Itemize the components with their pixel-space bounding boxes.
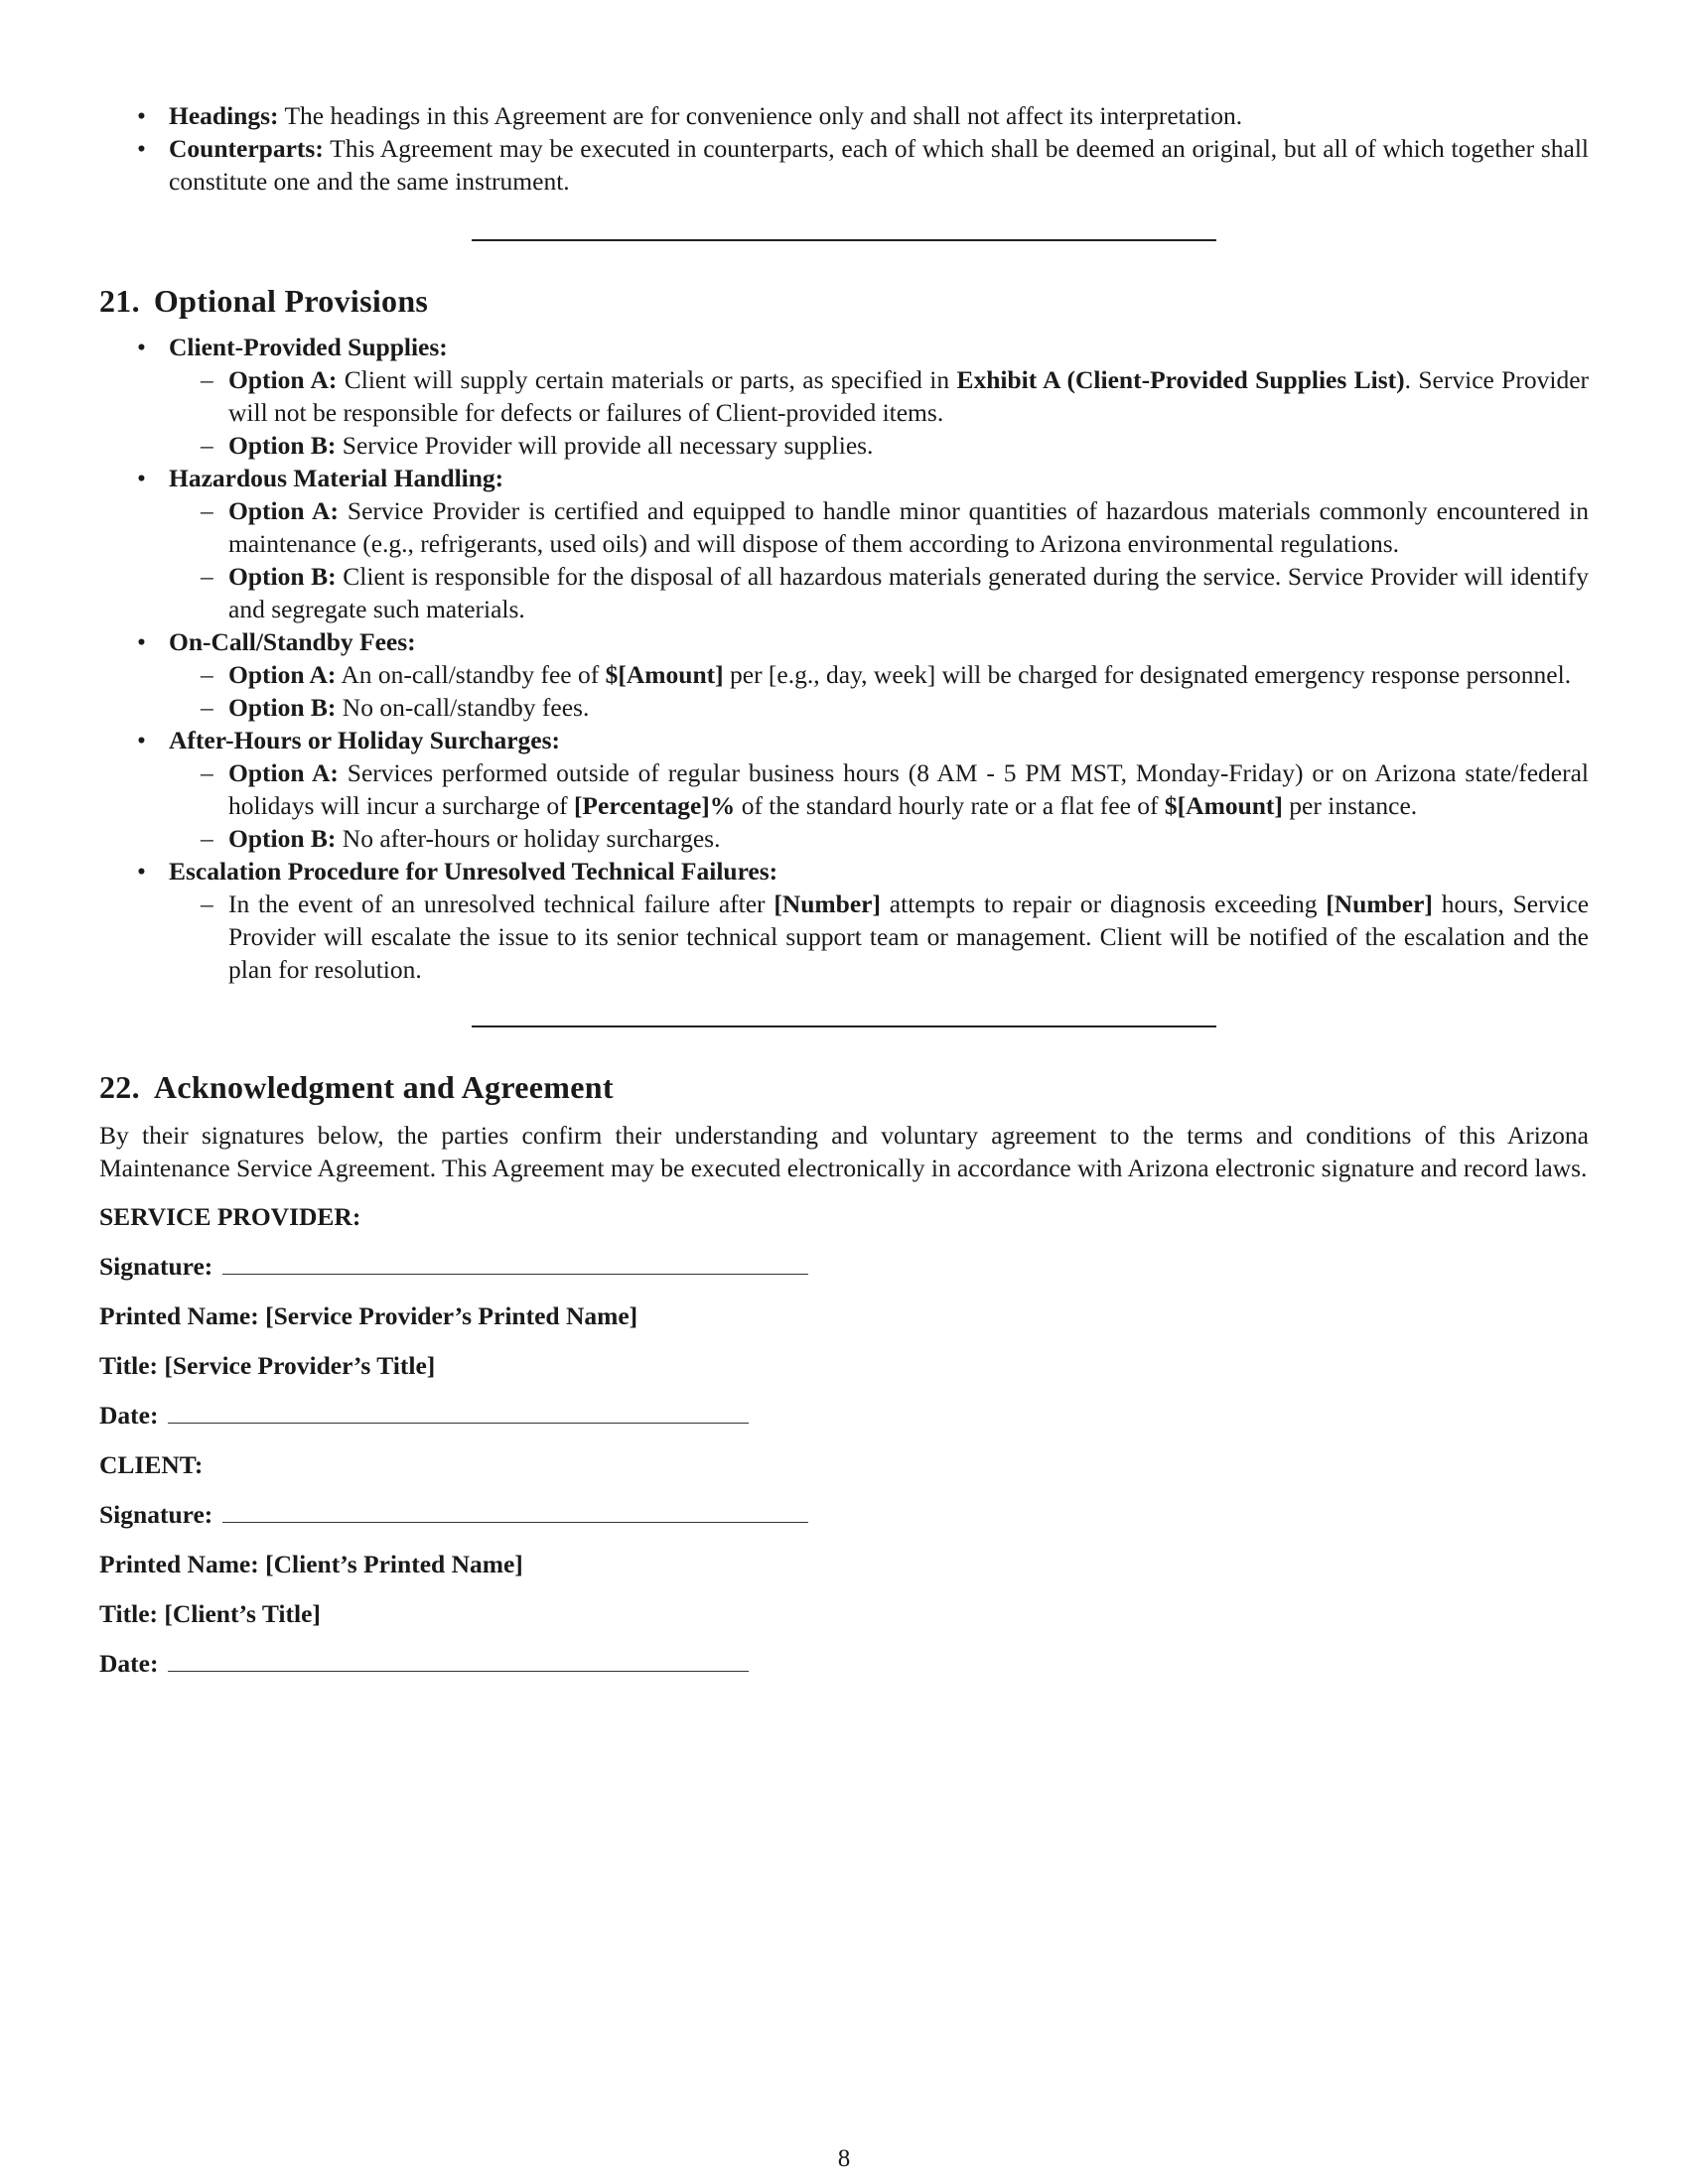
option-a-text: An on-call/standby fee of [341, 660, 600, 689]
general-provisions-list [99, 99, 1589, 198]
provider-printed-name-label: Printed Name: [99, 1301, 259, 1330]
client-printed-name-row [99, 1540, 1589, 1589]
counterparts-label: Counterparts: [169, 134, 324, 163]
option-a-text: Client will supply certain materials or parts, as specified in [344, 365, 950, 394]
option-b-text: No on-call/standby fees. [342, 693, 590, 722]
hazardous-option-b [169, 560, 1589, 625]
client-supplies-label: Client-Provided Supplies: [169, 333, 448, 361]
provider-printed-name-row [99, 1292, 1589, 1341]
option-b-label: Option B: [228, 431, 337, 460]
service-provider-heading: SERVICE PROVIDER: [99, 1202, 361, 1231]
page-number: 8 [837, 2145, 851, 2172]
section-22-title: Acknowledgment and Agreement [153, 1069, 614, 1105]
provider-signature-label: Signature: [99, 1252, 213, 1281]
option-a-text-continued: . Service Provider will not be responsible for defects or failures of Client-provided items. [228, 365, 1590, 427]
option-b-label: Option B: [228, 824, 337, 853]
after-hours-option-a [169, 756, 1589, 822]
on-call-fees-options [169, 658, 1589, 724]
provider-printed-name-value: [Service Provider’s Printed Name] [265, 1301, 638, 1330]
headings-text: The headings in this Agreement are for convenience only and shall not affect its interpretation. [284, 101, 1243, 130]
list-item-hazardous-material [99, 462, 1589, 625]
option-a-text-end: per instance. [1289, 791, 1418, 820]
headings-label: Headings: [169, 101, 279, 130]
client-title-row [99, 1589, 1589, 1639]
on-call-option-a [169, 658, 1589, 691]
client-supplies-option-b [169, 429, 1589, 462]
client-title-value: [Client’s Title] [164, 1599, 321, 1628]
hazardous-material-options [169, 494, 1589, 625]
amount-placeholder: $[Amount] [605, 660, 724, 689]
option-a-text-continued: per [e.g., day, week] will be charged for designated emergency response personnel. [730, 660, 1572, 689]
hazardous-option-a [169, 494, 1589, 560]
option-a-text: Services performed outside of regular business hours (8 AM - 5 PM MST, Monday-Friday) or on Arizona state/federal holidays will incur a surcharge of [228, 758, 1589, 820]
provider-date-label: Date: [99, 1401, 159, 1430]
client-signature-row [99, 1490, 1589, 1540]
escalation-text-end: hours, Service Provider will escalate the issue to its senior technical support team or management. Client will be notified of the escalation and the plan for resolution. [228, 889, 1590, 984]
section-21-number: 21. [99, 283, 140, 319]
escalation-text-continued: attempts to repair or diagnosis exceeding [889, 889, 1318, 918]
after-hours-label: After-Hours or Holiday Surcharges: [169, 726, 561, 754]
option-a-label: Option A: [228, 365, 338, 394]
option-a-label: Option A: [228, 660, 337, 689]
escalation-options [169, 887, 1589, 986]
acknowledgment-paragraph: By their signatures below, the parties confirm their understanding and voluntary agreement to the terms and conditions of this Arizona Maintenance Service Agreement. This Agreement may be executed electronically in accordance with Arizona electronic signature and record laws. [99, 1121, 1589, 1182]
section-22-heading [99, 1067, 1589, 1107]
counterparts-text: This Agreement may be executed in counterparts, each of which shall be deemed an original, but all of which together shall constitute one and the same instrument. [169, 134, 1589, 196]
client-date-row [99, 1639, 1589, 1689]
provider-title-value: [Service Provider’s Title] [164, 1351, 436, 1380]
client-supplies-option-a [169, 363, 1589, 429]
list-item-client-supplies [99, 331, 1589, 462]
optional-provisions-list [99, 331, 1589, 986]
provider-signature-row [99, 1242, 1589, 1292]
client-date-label: Date: [99, 1649, 159, 1678]
on-call-fees-label: On-Call/Standby Fees: [169, 627, 416, 656]
section-22-number: 22. [99, 1069, 140, 1105]
list-item-after-hours [99, 724, 1589, 855]
provider-title-label: Title: [99, 1351, 159, 1380]
option-b-text: No after-hours or holiday surcharges. [342, 824, 721, 853]
escalation-text: In the event of an unresolved technical failure after [228, 889, 766, 918]
provider-date-line[interactable] [168, 1393, 749, 1424]
option-b-text: Client is responsible for the disposal of all hazardous materials generated during the service. Service Provider will identify and segregate such materials. [228, 562, 1590, 623]
exhibit-a-reference: Exhibit A (Client-Provided Supplies List) [956, 365, 1405, 394]
client-title-label: Title: [99, 1599, 159, 1628]
number-placeholder: [Number] [1326, 889, 1433, 918]
hazardous-material-label: Hazardous Material Handling: [169, 464, 504, 492]
escalation-text-item [169, 887, 1589, 986]
client-date-line[interactable] [168, 1641, 749, 1672]
section-21-heading [99, 281, 1589, 321]
section-21-title: Optional Provisions [153, 283, 429, 319]
list-item-counterparts [99, 132, 1589, 198]
client-signature-line[interactable] [222, 1492, 808, 1523]
list-item-on-call-fees [99, 625, 1589, 724]
after-hours-option-b [169, 822, 1589, 855]
provider-date-row [99, 1391, 1589, 1440]
document-page [99, 99, 1589, 1689]
percentage-placeholder: [Percentage]% [573, 791, 736, 820]
option-b-label: Option B: [228, 562, 337, 591]
number-placeholder: [Number] [774, 889, 881, 918]
option-a-label: Option A: [228, 496, 339, 525]
client-printed-name-label: Printed Name: [99, 1550, 259, 1578]
escalation-label: Escalation Procedure for Unresolved Technical Failures: [169, 857, 778, 886]
client-printed-name-value: [Client’s Printed Name] [265, 1550, 523, 1578]
after-hours-options [169, 756, 1589, 855]
list-item-escalation [99, 855, 1589, 986]
provider-title-row [99, 1341, 1589, 1391]
list-item-headings [99, 99, 1589, 132]
provider-signature-line[interactable] [222, 1244, 808, 1275]
client-signature-label: Signature: [99, 1500, 213, 1529]
amount-placeholder: $[Amount] [1164, 791, 1283, 820]
client-heading: CLIENT: [99, 1450, 204, 1479]
option-b-label: Option B: [228, 693, 337, 722]
option-a-text-continued: of the standard hourly rate or a flat fee of [741, 791, 1159, 820]
on-call-option-b [169, 691, 1589, 724]
option-a-label: Option A: [228, 758, 339, 787]
client-supplies-options [169, 363, 1589, 462]
option-a-text: Service Provider is certified and equipped to handle minor quantities of hazardous materials commonly encountered in maintenance (e.g., refrigerants, used oils) and will dispose of them according to Arizona environmental regulations. [228, 496, 1590, 558]
option-b-text: Service Provider will provide all necessary supplies. [342, 431, 874, 460]
